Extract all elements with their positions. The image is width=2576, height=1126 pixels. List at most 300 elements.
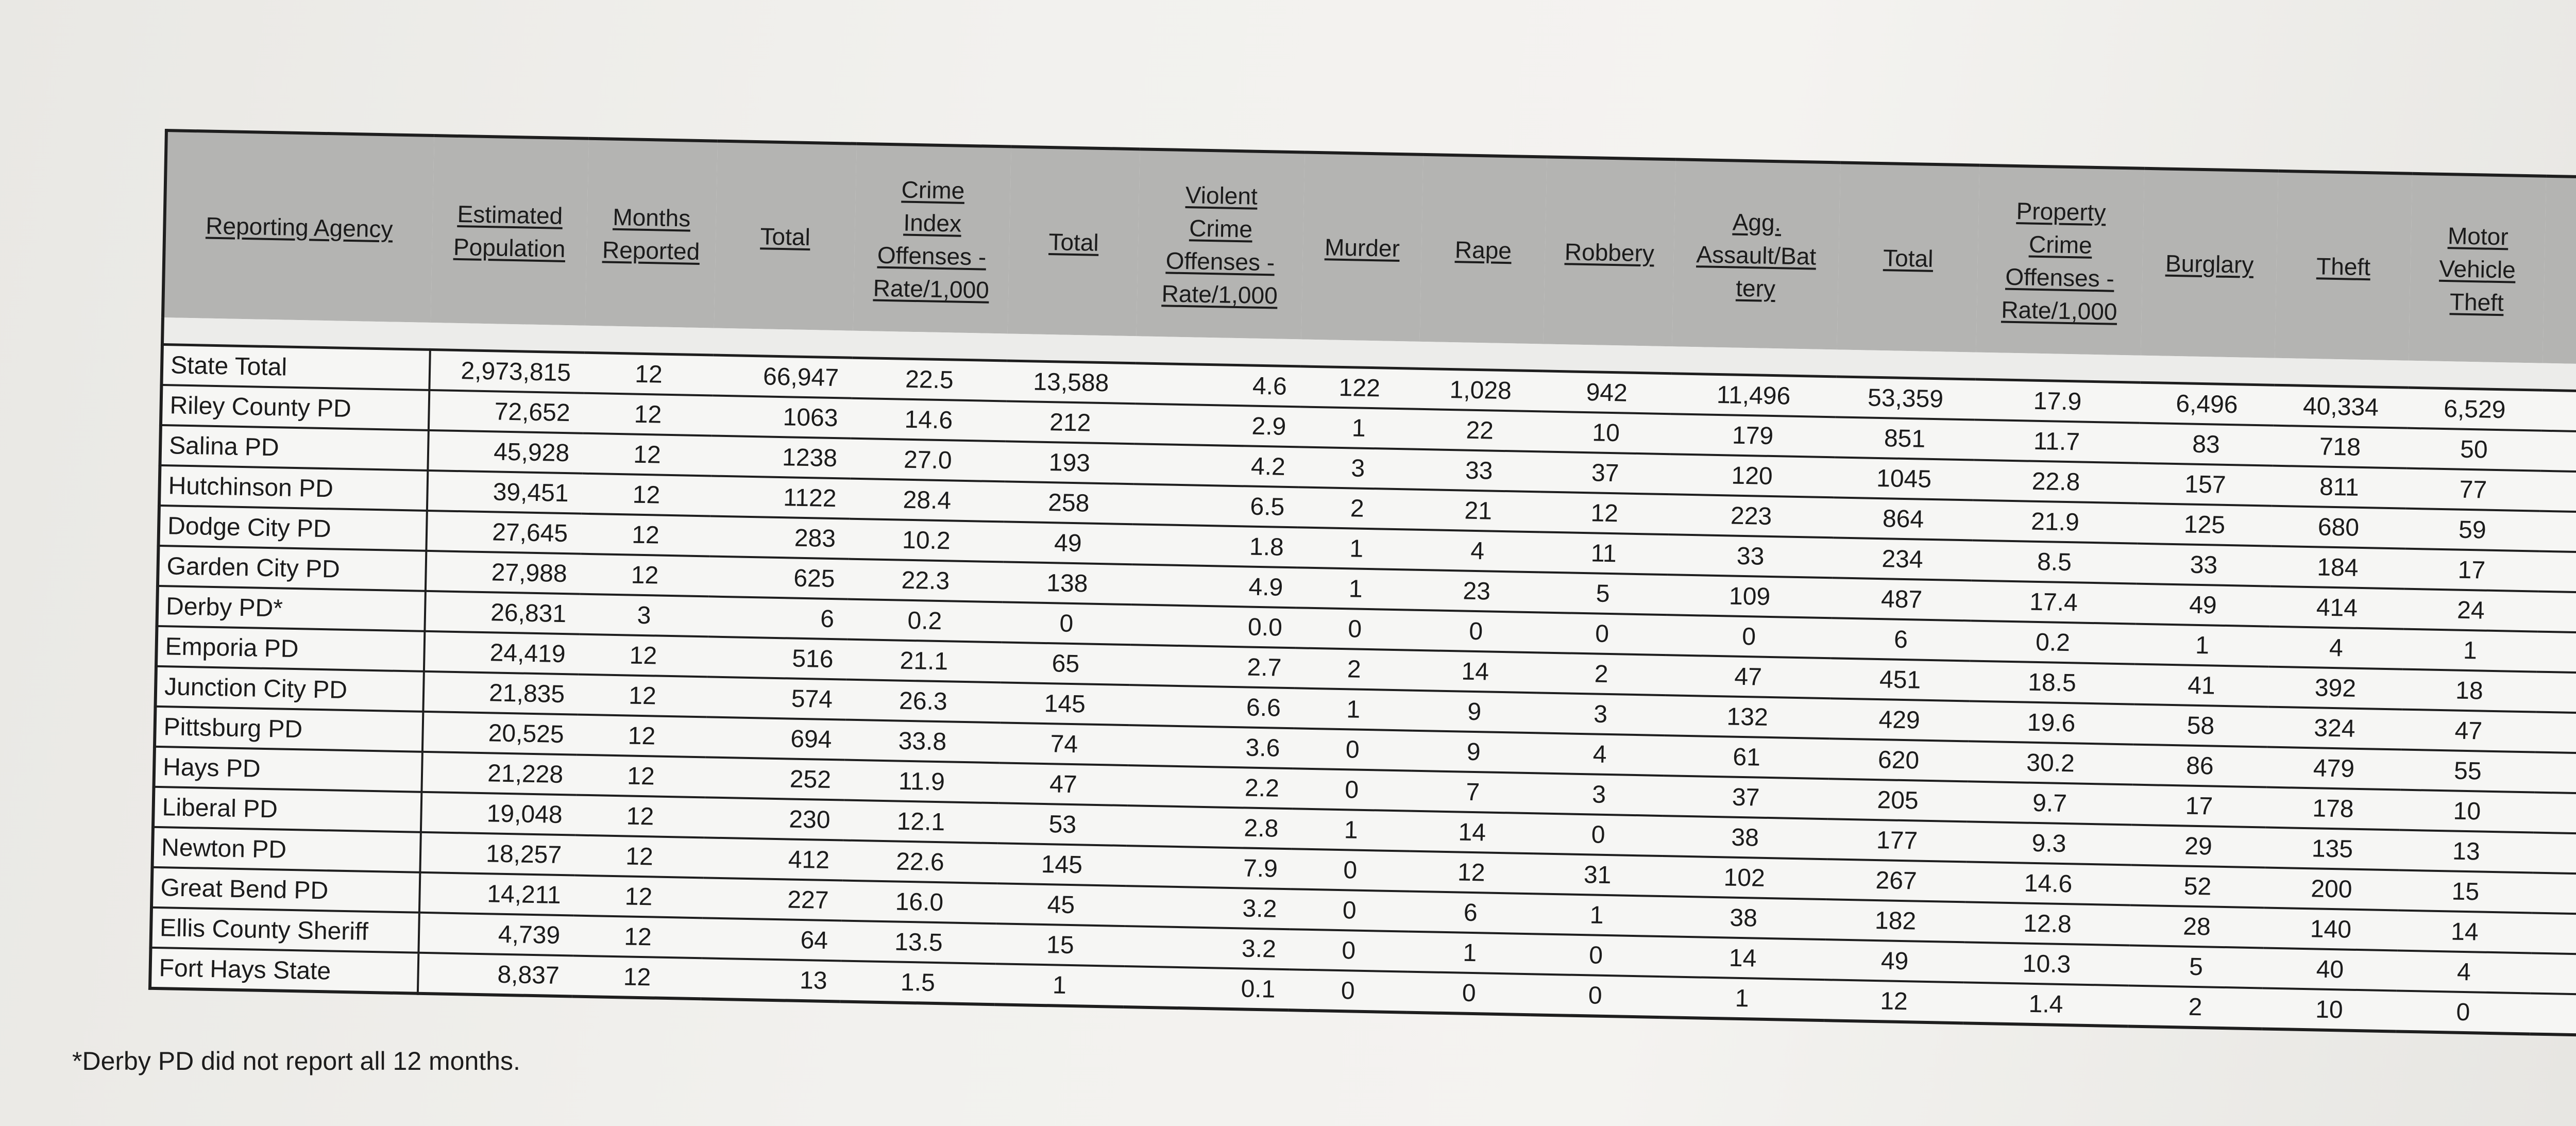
value-cell: 212 [1006,401,1135,444]
value-cell [2538,551,2576,594]
value-cell: 12 [584,352,713,395]
agency-name-cell: Emporia PD [156,626,425,671]
value-cell: 22 [1418,409,1542,452]
value-cell: 0 [1293,728,1412,770]
value-cell: 680 [2271,506,2405,549]
value-cell: 4 [2397,950,2531,993]
value-cell: 0 [1407,972,1531,1015]
value-cell: 22.8 [1973,460,2139,503]
value-cell: 6 [708,596,848,639]
value-cell: 2.7 [1130,645,1295,688]
value-cell: 157 [2138,463,2273,506]
value-cell: 37 [1663,776,1828,819]
agency-name-cell: Derby PD* [157,586,425,631]
value-cell: 811 [2272,466,2406,509]
column-header [1008,147,1140,337]
value-cell [2534,793,2576,835]
value-cell: 0 [1533,813,1663,856]
value-cell: 12 [1409,851,1533,894]
value-cell: 12 [1539,492,1669,534]
column-header-line: Estimated [457,200,563,229]
value-cell: 59 [2405,509,2539,551]
table-body [150,317,2576,1036]
column-header-line: Rate/1,000 [1161,280,1278,309]
agency-name-cell: Riley County PD [161,385,429,430]
column-header-line: Theft [2316,253,2371,281]
value-cell: 3.2 [1125,886,1291,929]
column-header [2141,169,2278,358]
value-cell: 234 [1833,537,1972,580]
column-header-line: Vehicle [2438,255,2516,283]
value-cell: 15 [2398,870,2533,913]
value-cell: 22.3 [848,559,1003,602]
value-cell: 252 [705,757,844,800]
value-cell: 4 [1415,530,1539,573]
value-cell: 12 [582,474,711,516]
value-cell: 0 [1289,929,1408,971]
value-cell: 230 [704,797,844,840]
value-cell: 49 [1003,522,1132,564]
value-cell: 10 [2400,790,2534,833]
value-cell: 41 [2134,664,2268,707]
column-header-line: Offenses - [1165,247,1275,276]
value-cell: 429 [1829,698,1969,741]
value-cell: 58 [2133,704,2268,747]
value-cell: 0.2 [847,599,1002,643]
value-cell: 1063 [712,396,852,439]
column-header [2543,176,2576,366]
value-cell: 0 [1531,934,1660,977]
value-cell: 33 [1668,534,1833,578]
value-cell: 27.0 [850,439,1005,482]
value-cell: 145 [1000,682,1129,725]
column-header [1301,152,1423,341]
column-header-line: Assault/Bat [1696,241,1817,270]
value-cell: 64 [702,918,841,961]
value-cell: 14 [1413,650,1537,693]
value-cell: 851 [1835,417,1974,460]
value-cell: 22.6 [842,841,997,884]
value-cell: 4 [1535,733,1664,776]
value-cell: 14 [1660,936,1825,980]
value-cell: 33 [1417,449,1541,492]
column-header-line: Population [453,233,566,262]
value-cell: 0 [1289,969,1408,1012]
value-cell: 6.5 [1133,484,1298,527]
value-cell: 6 [1831,618,1971,661]
value-cell: 38 [1660,896,1826,939]
value-cell: 479 [2266,747,2401,790]
value-cell: 61 [1664,735,1829,779]
value-cell: 120 [1669,454,1835,497]
value-cell: 0.2 [1970,620,2136,664]
value-cell: 0 [1292,768,1411,811]
value-cell: 9.7 [1967,781,2132,825]
value-cell: 5 [1538,572,1667,615]
value-cell: 9 [1412,691,1536,733]
value-cell: 1,028 [1418,368,1543,411]
value-cell: 19.6 [1969,701,2134,744]
value-cell: 1122 [710,476,850,518]
agency-name-cell: Liberal PD [153,787,421,832]
value-cell: 3.6 [1128,725,1294,768]
value-cell: 26.3 [845,680,1001,723]
value-cell: 12 [577,715,706,758]
value-cell: 135 [2265,828,2399,870]
value-cell: 27,988 [426,551,581,594]
value-cell: 23 [1415,570,1539,613]
agency-name-cell: Salina PD [160,425,428,470]
value-cell: 4 [2269,627,2403,669]
value-cell: 11,496 [1671,374,1836,417]
value-cell: 5 [2129,945,2263,988]
value-cell: 0.0 [1130,604,1296,648]
column-header-line: Crime [1189,214,1253,243]
value-cell: 18.5 [1969,661,2134,704]
value-cell: 13.5 [841,921,996,964]
value-cell: 47 [1665,655,1831,698]
value-cell: 12 [574,876,703,918]
value-cell: 33 [2137,544,2271,586]
column-header-line: Murder [1324,233,1400,262]
value-cell: 66,947 [713,355,852,398]
column-header-line: Burglary [2165,249,2254,278]
column-header [2409,174,2546,363]
value-cell: 74 [999,722,1129,765]
column-header [585,139,718,328]
value-cell: 17.9 [1975,379,2140,423]
column-header-line: Rape [1454,236,1512,264]
value-cell: 17 [2404,549,2539,592]
column-header-line: Reported [602,236,700,265]
value-cell [2535,712,2576,755]
value-cell: 1.5 [840,961,995,1004]
value-cell: 49 [2136,584,2270,627]
value-cell: 14 [2397,910,2532,953]
agency-name-cell: Pittsburg PD [155,707,423,752]
value-cell: 12.8 [1964,902,2130,945]
value-cell: 20,525 [422,712,578,755]
value-cell [2540,431,2576,474]
column-header [163,130,434,323]
value-cell: 6 [1409,892,1533,934]
value-cell: 125 [2137,503,2272,546]
value-cell [2532,873,2576,916]
value-cell: 1 [1294,688,1413,730]
column-header-line: Robbery [1564,238,1655,267]
column-header [714,141,857,331]
value-cell: 12 [576,755,705,798]
value-cell: 392 [2268,667,2402,710]
column-header-line: Violent [1185,181,1258,210]
value-cell: 12 [581,514,710,557]
agency-name-cell: State Total [161,344,430,390]
value-cell: 6,529 [2408,388,2542,430]
footnote: *Derby PD did not report all 12 months. [72,1047,520,1075]
value-cell: 24,419 [424,631,579,675]
value-cell: 258 [1004,481,1133,524]
value-cell: 0 [1290,889,1409,931]
value-cell: 24 [2403,589,2538,632]
column-header-line: Theft [2449,288,2504,316]
value-cell: 12 [580,554,709,597]
value-cell: 1 [1292,809,1411,851]
value-cell: 12 [573,916,702,959]
value-cell: 15 [995,923,1125,966]
value-cell: 178 [2266,787,2400,830]
value-cell: 122 [1300,366,1419,409]
value-cell: 1 [995,964,1124,1007]
value-cell: 138 [1003,562,1132,604]
column-header-line: tery [1735,274,1776,302]
value-cell: 1 [2135,624,2269,667]
value-cell: 140 [2263,908,2398,951]
value-cell: 9.3 [1966,821,2131,865]
value-cell: 1.4 [1963,982,2128,1026]
column-header-line: Index [903,209,962,237]
value-cell: 12 [575,795,705,838]
value-cell [2534,752,2576,795]
column-header [2275,171,2412,361]
agency-name-cell: Fort Hays State [150,948,418,994]
column-header-line: Total [1048,228,1099,256]
value-cell: 4.9 [1131,564,1297,608]
value-cell: 283 [709,516,849,559]
value-cell: 16.0 [842,881,997,924]
value-cell: 2.9 [1134,404,1300,447]
value-cell: 31 [1533,853,1662,896]
value-cell: 182 [1825,899,1965,942]
value-cell: 145 [997,843,1126,886]
value-cell: 22.5 [852,358,1007,401]
value-cell: 21,228 [421,752,577,795]
value-cell: 21,835 [423,671,578,715]
value-cell: 3 [1298,447,1417,489]
value-cell [2540,471,2576,514]
value-cell: 1.8 [1132,524,1297,567]
value-cell: 0 [1530,974,1659,1017]
value-cell: 574 [706,677,846,719]
value-cell: 21 [1416,490,1540,532]
column-header-line: Agg. [1732,208,1782,237]
value-cell: 21.9 [1972,500,2138,544]
value-cell: 0 [1666,615,1832,658]
value-cell: 3.2 [1124,926,1290,969]
value-cell: 516 [707,636,847,679]
value-cell: 10 [1541,411,1670,454]
value-cell: 2 [2128,985,2262,1029]
value-cell: 12 [1824,980,1963,1023]
value-cell: 11.9 [844,760,999,803]
value-cell [2536,672,2576,715]
value-cell: 414 [2269,586,2404,629]
value-cell: 0 [1291,849,1410,891]
value-cell: 412 [703,837,843,880]
value-cell: 620 [1828,738,1968,781]
value-cell: 4.2 [1133,444,1299,487]
column-header-line: Total [1883,244,1934,272]
value-cell: 267 [1826,859,1966,902]
agency-name-cell: Hays PD [154,747,422,792]
value-cell: 13,588 [1006,361,1136,404]
value-cell: 13 [701,958,841,1001]
value-cell: 40 [2263,948,2397,990]
value-cell: 0.1 [1124,966,1289,1010]
value-cell: 17.4 [1971,580,2136,624]
column-header [853,144,1011,334]
value-cell: 13 [2399,830,2533,873]
value-cell: 28 [2129,905,2264,948]
value-cell [2537,632,2576,675]
column-header [1976,165,2144,356]
value-cell: 47 [998,763,1128,805]
agency-name-cell: Great Bend PD [151,867,420,913]
value-cell: 223 [1668,494,1834,537]
value-cell: 451 [1830,658,1970,701]
value-cell: 86 [2132,745,2267,787]
value-cell: 205 [1828,779,1968,821]
value-cell: 109 [1667,575,1832,618]
column-header [1543,157,1675,347]
value-cell: 2 [1298,487,1417,529]
value-cell: 1045 [1834,457,1974,500]
value-cell [2531,913,2576,955]
value-cell: 7 [1411,771,1535,814]
value-cell: 10.2 [849,519,1004,562]
agency-name-cell: Ellis County Sheriff [150,907,419,953]
value-cell: 9 [1412,731,1536,774]
value-cell: 37 [1540,451,1670,494]
value-cell: 177 [1827,819,1967,862]
value-cell: 200 [2264,868,2399,911]
value-cell: 12 [583,393,713,436]
value-cell: 28.4 [850,479,1005,522]
value-cell: 21.1 [846,640,1002,683]
value-cell: 14.6 [1965,862,2131,905]
value-cell: 10.3 [1964,942,2129,985]
column-header-line: Offenses - [2005,263,2115,292]
value-cell: 40,334 [2274,385,2408,428]
value-cell: 17 [2132,785,2266,828]
value-cell: 14 [1410,811,1534,854]
value-cell: 0 [1537,612,1667,655]
value-cell: 45,928 [428,430,583,474]
value-cell: 30.2 [1968,741,2133,784]
value-cell: 864 [1833,497,1973,540]
value-cell: 12 [579,634,708,677]
agency-name-cell: Garden City PD [158,546,426,591]
value-cell: 1 [1299,407,1418,449]
value-cell: 4.6 [1135,363,1300,407]
value-cell: 324 [2267,707,2402,750]
value-cell: 0 [1002,602,1131,645]
value-cell [2541,390,2576,433]
value-cell [2537,592,2576,634]
value-cell: 718 [2273,426,2407,468]
value-cell: 12 [578,675,707,717]
value-cell: 1238 [711,435,851,478]
column-header-line: Months [612,203,691,232]
value-cell: 1 [1408,932,1532,974]
value-cell: 0 [1414,610,1538,653]
column-header [431,136,589,326]
value-cell: 12 [582,433,711,476]
value-cell: 3 [579,594,708,637]
value-cell: 4,739 [418,913,573,956]
value-cell: 3 [1534,773,1664,816]
column-header [1837,162,1979,352]
column-header [1672,159,1840,349]
value-cell: 12 [574,835,704,878]
column-header [1420,155,1547,344]
value-cell: 487 [1832,578,1971,620]
value-cell: 7.9 [1126,846,1291,889]
value-cell: 52 [2130,865,2265,908]
value-cell [2539,511,2576,554]
value-cell: 942 [1542,371,1671,414]
value-cell: 193 [1005,441,1134,484]
column-header-line: Property [2016,197,2106,226]
value-cell: 10 [2262,988,2396,1031]
value-cell: 1 [1659,977,1824,1020]
value-cell: 55 [2400,750,2535,793]
value-cell: 18,257 [420,832,575,876]
column-header-line: Crime [2028,230,2093,259]
column-header [1137,149,1305,339]
value-cell: 26,831 [425,591,580,634]
value-cell: 19,048 [421,792,576,835]
value-cell: 1 [1297,527,1416,569]
value-cell: 77 [2406,468,2540,511]
value-cell: 2.8 [1127,805,1292,849]
value-cell: 18 [2402,669,2536,712]
agency-name-cell: Newton PD [152,827,420,872]
value-cell: 49 [1825,939,1964,982]
value-cell: 184 [2270,546,2405,589]
value-cell: 39,451 [427,470,582,514]
value-cell: 12 [572,956,702,999]
value-cell: 65 [1001,642,1130,685]
value-cell: 11.7 [1974,420,2139,463]
value-cell: 29 [2131,825,2265,868]
value-cell [2531,953,2576,996]
agency-name-cell: Hutchinson PD [159,465,428,511]
value-cell: 1 [1532,894,1661,936]
value-cell: 2 [1295,648,1414,690]
value-cell: 694 [706,717,845,760]
value-cell: 14,211 [419,872,574,916]
value-cell: 1 [2403,629,2537,672]
value-cell [2530,993,2576,1036]
agency-name-cell: Junction City PD [155,666,423,712]
value-cell: 2,973,815 [429,349,584,393]
value-cell: 47 [2401,710,2536,752]
value-cell: 2.2 [1127,765,1293,809]
value-cell: 1 [1296,567,1415,610]
value-cell: 83 [2139,423,2273,466]
value-cell: 625 [709,556,849,599]
value-cell: 0 [2396,990,2530,1034]
value-cell: 14.6 [851,398,1006,442]
value-cell: 33.8 [845,720,1000,763]
value-cell: 8.5 [1972,540,2137,583]
column-header-line: Crime [901,176,965,204]
value-cell: 6.6 [1129,685,1294,728]
value-cell: 11 [1539,532,1668,575]
value-cell: 27,645 [426,511,581,554]
column-header-line: Rate/1,000 [2001,296,2117,325]
value-cell: 12.1 [843,800,998,844]
